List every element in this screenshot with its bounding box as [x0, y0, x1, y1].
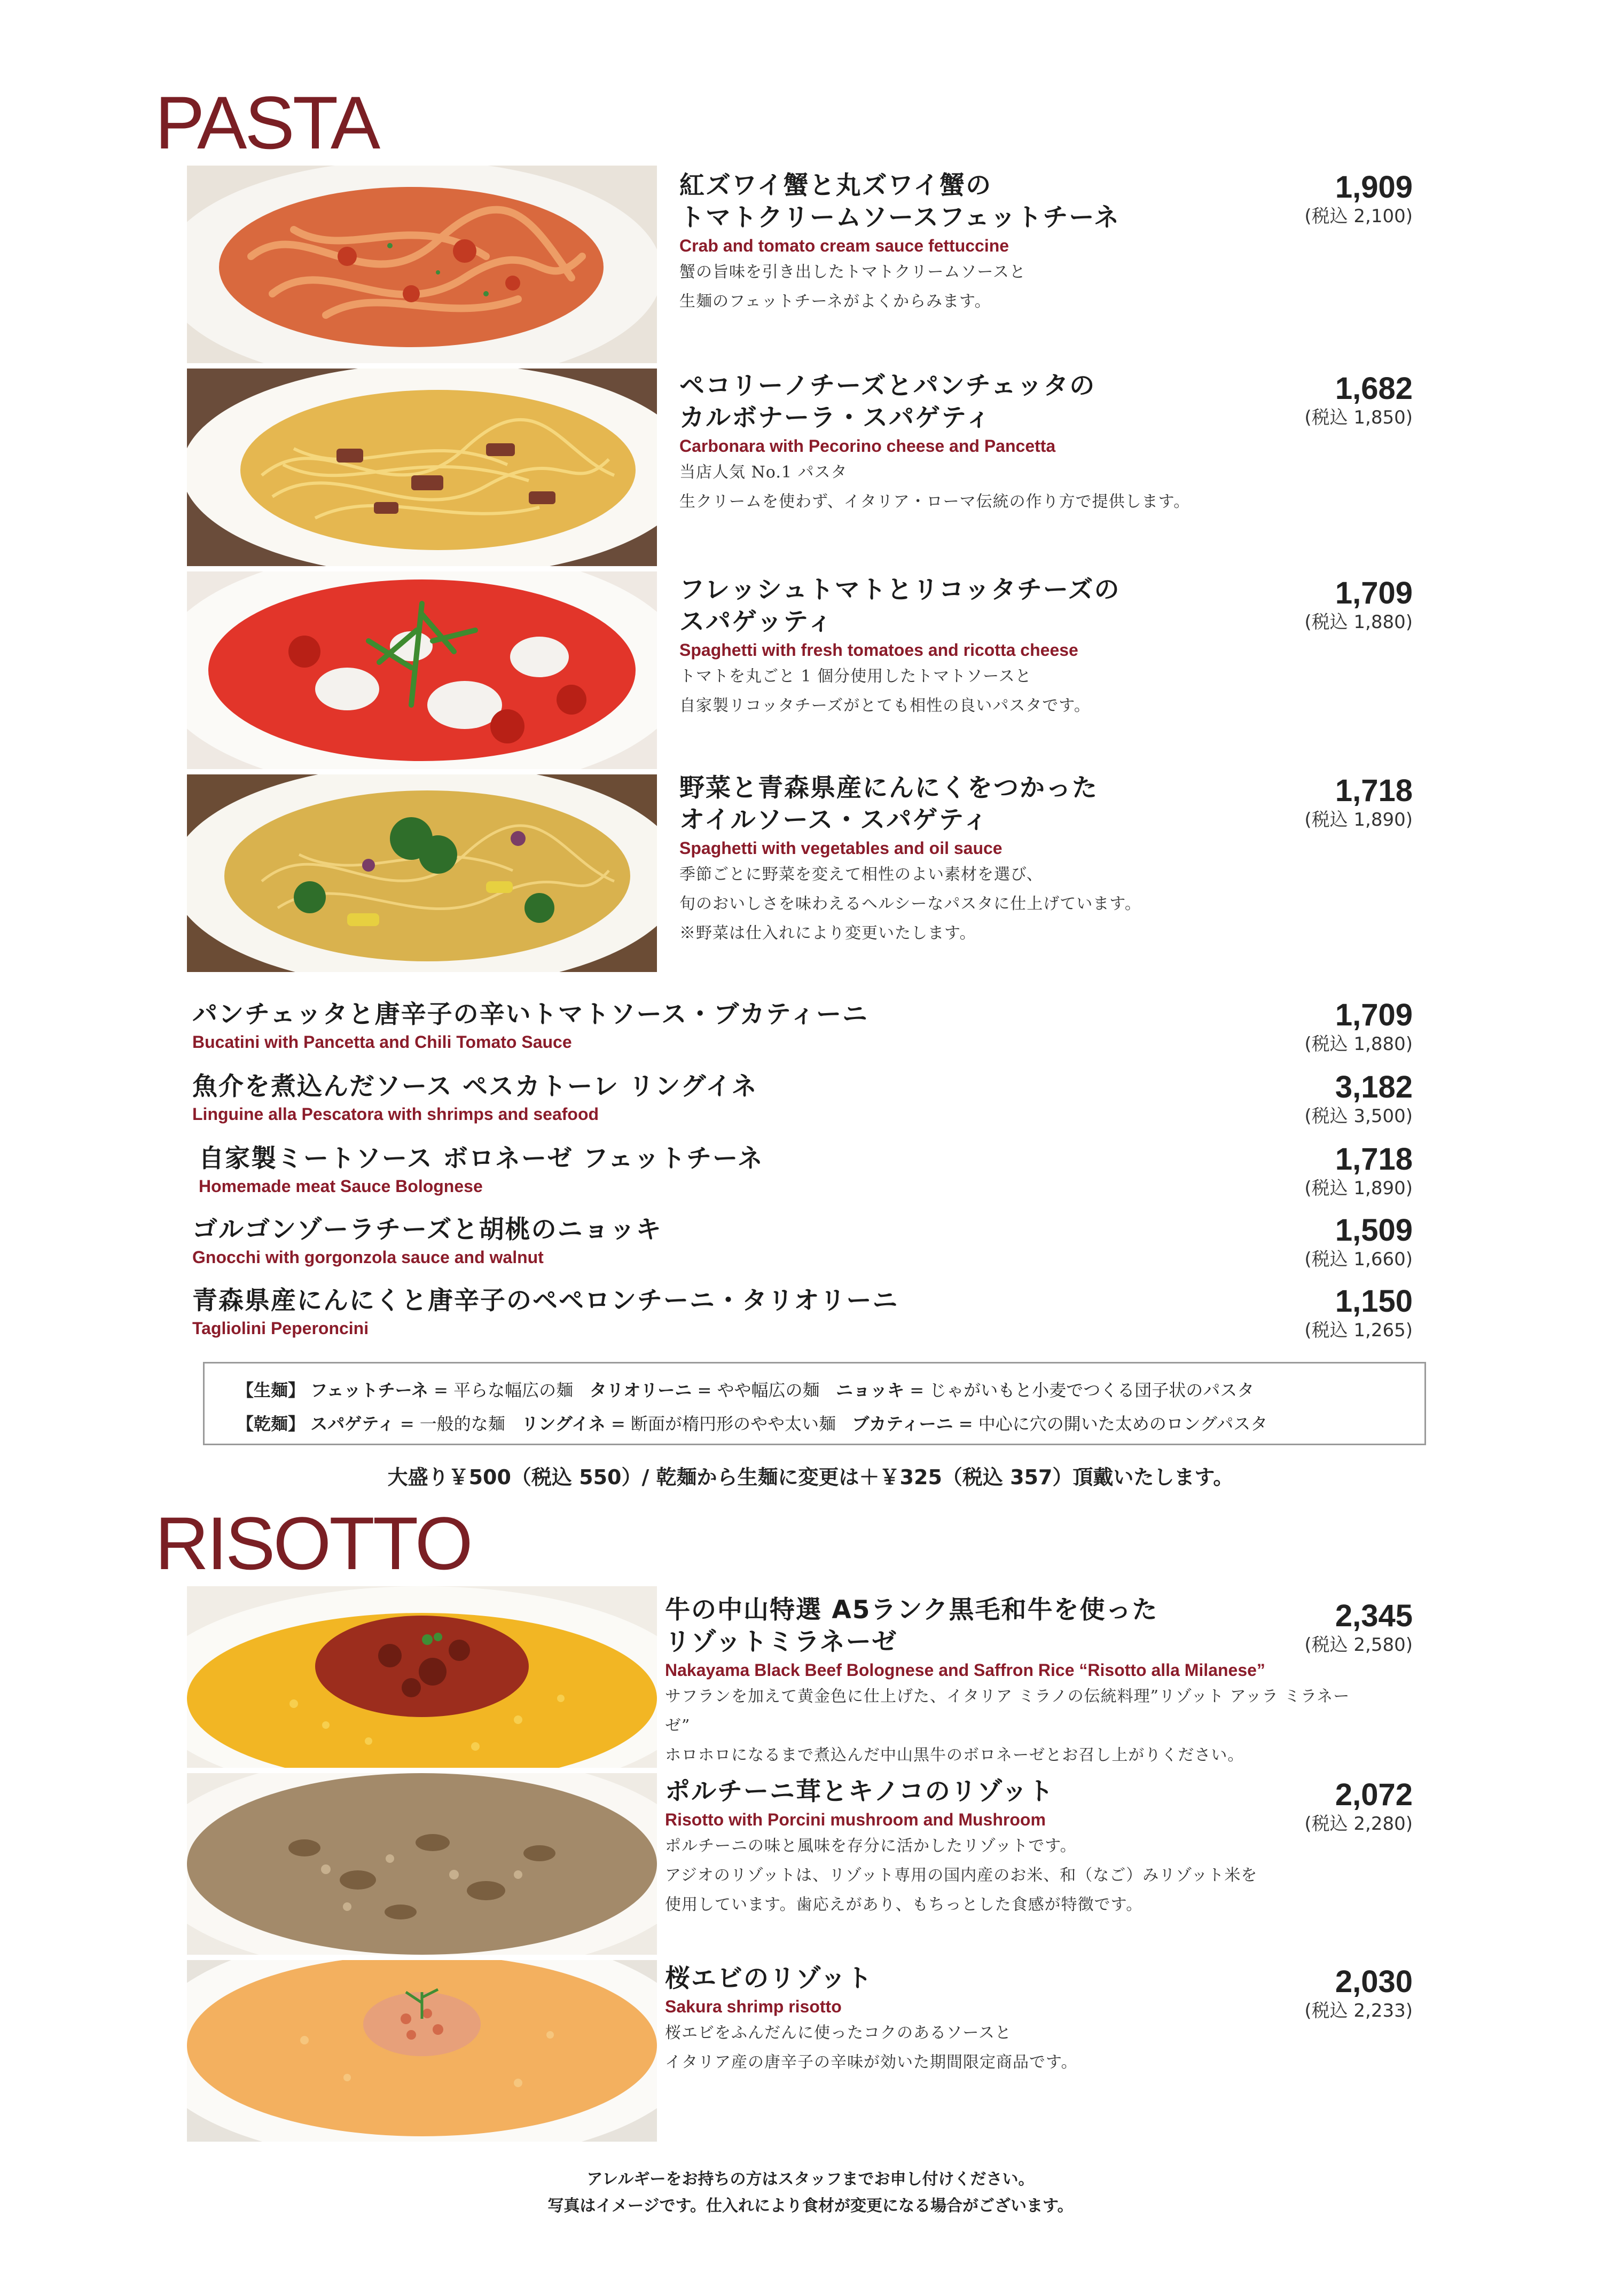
item-description: ポルチーニの味と風味を存分に活かしたリゾットです。 [665, 1837, 1077, 1855]
item-name-jp: トマトクリームソースフェットチーネ [679, 203, 1121, 232]
glossary-term: スパゲティ [310, 1414, 395, 1434]
item-price-taxed: (税込 1,880) [1304, 612, 1413, 633]
item-price: 1,909 [1335, 170, 1413, 205]
item-description: 蟹の旨味を引き出したトマトクリームソースと [679, 263, 1026, 281]
item-name-en: Risotto with Porcini mushroom and Mushroom [665, 1810, 1046, 1829]
item-name-en: Tagliolini Peperoncini [192, 1319, 369, 1338]
item-name-jp: パンチェッタと唐辛子の辛いトマトソース・ブカティーニ [192, 1000, 869, 1029]
item-price-taxed: (税込 1,890) [1304, 1178, 1413, 1199]
item-name-jp: 野菜と青森県産にんにくをつかった [679, 773, 1098, 803]
item-name-jp: リゾットミラネーゼ [665, 1627, 898, 1657]
risotto-photo-sakura-shrimp [187, 1960, 657, 2142]
pasta-photo-tomato-ricotta [187, 571, 657, 769]
item-price: 1,709 [1335, 998, 1413, 1032]
item-name-jp: オイルソース・スパゲティ [679, 805, 989, 835]
item-name-en: Carbonara with Pecorino cheese and Pancetta [679, 436, 1056, 456]
price-block [1188, 1600, 1413, 1657]
item-price: 1,718 [1335, 1142, 1413, 1177]
large-portion-note: 大盛り￥500（税込 550）/ 乾麺から生麺に変更は＋￥325（税込 357）頂戴いたします。 [387, 1466, 1234, 1489]
item-price: 1,709 [1335, 576, 1413, 610]
risotto-photo-porcini [187, 1773, 657, 1955]
pasta-list-item [192, 1214, 662, 1268]
item-name-en: Linguine alla Pescatora with shrimps and seafood [192, 1104, 599, 1124]
photo-note: 写真はイメージです。仕入れにより食材が変更になる場合がございます。 [547, 2197, 1074, 2215]
item-description: サフランを加えて黄金色に仕上げた、イタリア ミラノの伝統料理”リゾット アッラ ミラネーゼ” [665, 1687, 1350, 1735]
item-name-jp: 自家製ミートソース ボロネーゼ フェットチーネ [199, 1144, 764, 1173]
item-name-jp: ペコリーノチーズとパンチェッタの [679, 371, 1096, 401]
item-description: ホロホロになるまで煮込んだ中山黒牛のボロネーゼとお召し上がりください。 [665, 1746, 1244, 1765]
pasta-list-item [192, 999, 868, 1053]
item-price-taxed: (税込 1,660) [1304, 1249, 1413, 1270]
pasta-list-item [199, 1143, 764, 1197]
item-name-jp: スパゲッティ [679, 607, 834, 637]
glossary-def: = やや幅広の麺 [692, 1380, 820, 1400]
item-price: 1,150 [1335, 1284, 1413, 1319]
item-name-jp: カルボナーラ・スパゲティ [679, 403, 992, 433]
price-block [1188, 774, 1413, 832]
item-description: トマトを丸ごと 1 個分使用したトマトソースと [679, 667, 1032, 686]
item-description: 自家製リコッタチーズがとても相性の良いパスタです。 [679, 696, 1091, 715]
item-name-jp: ゴルゴンゾーラチーズと胡桃のニョッキ [192, 1215, 662, 1244]
item-price: 1,509 [1335, 1213, 1413, 1248]
glossary-row-fresh [237, 1377, 1254, 1401]
item-name-en: Spaghetti with vegetables and oil sauce [679, 839, 1003, 858]
glossary-term: リングイネ [521, 1414, 606, 1434]
item-name-jp: フレッシュトマトとリコッタチーズの [679, 575, 1121, 605]
item-price-taxed: (税込 2,280) [1304, 1813, 1413, 1835]
section-title-pasta: PASTA [155, 81, 379, 164]
item-price-taxed: (税込 2,580) [1304, 1634, 1413, 1656]
item-price: 2,030 [1335, 1964, 1413, 1999]
glossary-term: ブカティーニ [852, 1414, 953, 1434]
price-block [1188, 171, 1413, 229]
item-price-taxed: (税込 1,265) [1304, 1320, 1413, 1341]
item-price: 1,682 [1335, 371, 1413, 406]
item-price-taxed: (税込 2,233) [1304, 2000, 1413, 2021]
item-name-jp: ポルチーニ茸とキノコのリゾット [665, 1777, 1054, 1806]
item-price: 3,182 [1335, 1070, 1413, 1104]
item-name-jp: 魚介を煮込んだソース ペスカトーレ リングイネ [192, 1072, 758, 1101]
glossary-term: タリオリーニ [589, 1380, 692, 1400]
risotto-photo-milanese [187, 1586, 657, 1768]
pasta-photo-vegetable-oil [187, 774, 657, 972]
item-description: ※野菜は仕入れにより変更いたします。 [679, 924, 976, 943]
price-block [1188, 1071, 1413, 1129]
item-name-en: Gnocchi with gorgonzola sauce and walnut [192, 1248, 544, 1267]
glossary-def: = 中心に穴の開いた太めのロングパスタ [953, 1414, 1268, 1434]
item-price-taxed: (税込 1,850) [1304, 407, 1413, 428]
item-description: 生麺のフェットチーネがよくからみます。 [679, 292, 991, 311]
item-name-en: Spaghetti with fresh tomatoes and ricotta cheese [679, 640, 1078, 660]
item-price: 1,718 [1335, 773, 1413, 808]
item-description: 生クリームを使わず、イタリア・ローマ伝統の作り方で提供します。 [679, 492, 1191, 511]
item-description: 当店人気 No.1 パスタ [679, 463, 848, 482]
price-block [1188, 1143, 1413, 1201]
price-block [1188, 1214, 1413, 1272]
item-description: 桜エビをふんだんに使ったコクのあるソースと [665, 2024, 1012, 2042]
glossary-row-dry [237, 1410, 1267, 1435]
item-name-en: Nakayama Black Beef Bolognese and Saffron Rice “Risotto alla Milanese” [665, 1660, 1265, 1680]
glossary-def: = 平らな幅広の麺 [428, 1380, 574, 1400]
glossary-term: フェットチーネ [310, 1380, 428, 1400]
item-name-en: Bucatini with Pancetta and Chili Tomato Sauce [192, 1032, 572, 1052]
item-price-taxed: (税込 1,890) [1304, 809, 1413, 830]
section-title-risotto: RISOTTO [155, 1501, 471, 1585]
glossary-tag: 【乾麺】 [237, 1414, 306, 1434]
price-block [1188, 1965, 1413, 2023]
price-block [1188, 372, 1413, 430]
item-price: 2,345 [1335, 1598, 1413, 1633]
allergy-note: アレルギーをお持ちの方はスタッフまでお申し付けください。 [586, 2170, 1035, 2189]
item-price-taxed: (税込 1,880) [1304, 1033, 1413, 1055]
glossary-def: = じゃがいもと小麦でつくる団子状のパスタ [904, 1380, 1255, 1400]
price-block [1188, 577, 1413, 634]
pasta-list-item [192, 1071, 758, 1125]
pasta-list-item [192, 1285, 899, 1339]
item-description: イタリア産の唐辛子の辛味が効いた期間限定商品です。 [665, 2053, 1078, 2072]
item-description: アジオのリゾットは、リゾット専用の国内産のお米、和（なご）みリゾット米を [665, 1866, 1258, 1885]
item-price-taxed: (税込 2,100) [1304, 206, 1413, 227]
pasta-photo-crab-fettuccine [187, 166, 657, 363]
item-name-jp: 桜エビのリゾット [665, 1964, 873, 1993]
item-name-en: Homemade meat Sauce Bolognese [199, 1177, 483, 1196]
item-price: 2,072 [1335, 1777, 1413, 1812]
item-name-en: Sakura shrimp risotto [665, 1997, 842, 2016]
price-block [1188, 1778, 1413, 1836]
item-description: 旬のおいしさを味わえるヘルシーなパスタに仕上げています。 [679, 895, 1141, 913]
item-name-jp: 牛の中山特選 A5ランク黒毛和牛を使った [665, 1595, 1158, 1625]
price-block [1188, 1285, 1413, 1343]
item-name-jp: 青森県産にんにくと唐辛子のペペロンチーニ・タリオリーニ [192, 1286, 899, 1315]
item-description: 使用しています。歯応えがあり、もちっとした食感が特徴です。 [665, 1895, 1143, 1914]
price-block [1188, 999, 1413, 1056]
noodle-glossary [203, 1362, 1426, 1445]
item-price-taxed: (税込 3,500) [1304, 1106, 1413, 1127]
item-name-jp: 紅ズワイ蟹と丸ズワイ蟹の [679, 171, 992, 200]
glossary-tag: 【生麺】 [237, 1380, 306, 1400]
glossary-term: ニョッキ [836, 1380, 905, 1400]
glossary-def: = 断面が楕円形のやや太い麺 [605, 1414, 836, 1434]
item-name-en: Crab and tomato cream sauce fettuccine [679, 236, 1009, 255]
glossary-def: = 一般的な麺 [394, 1414, 505, 1434]
item-description: 季節ごとに野菜を変えて相性のよい素材を選び、 [679, 865, 1043, 884]
pasta-photo-carbonara [187, 369, 657, 566]
